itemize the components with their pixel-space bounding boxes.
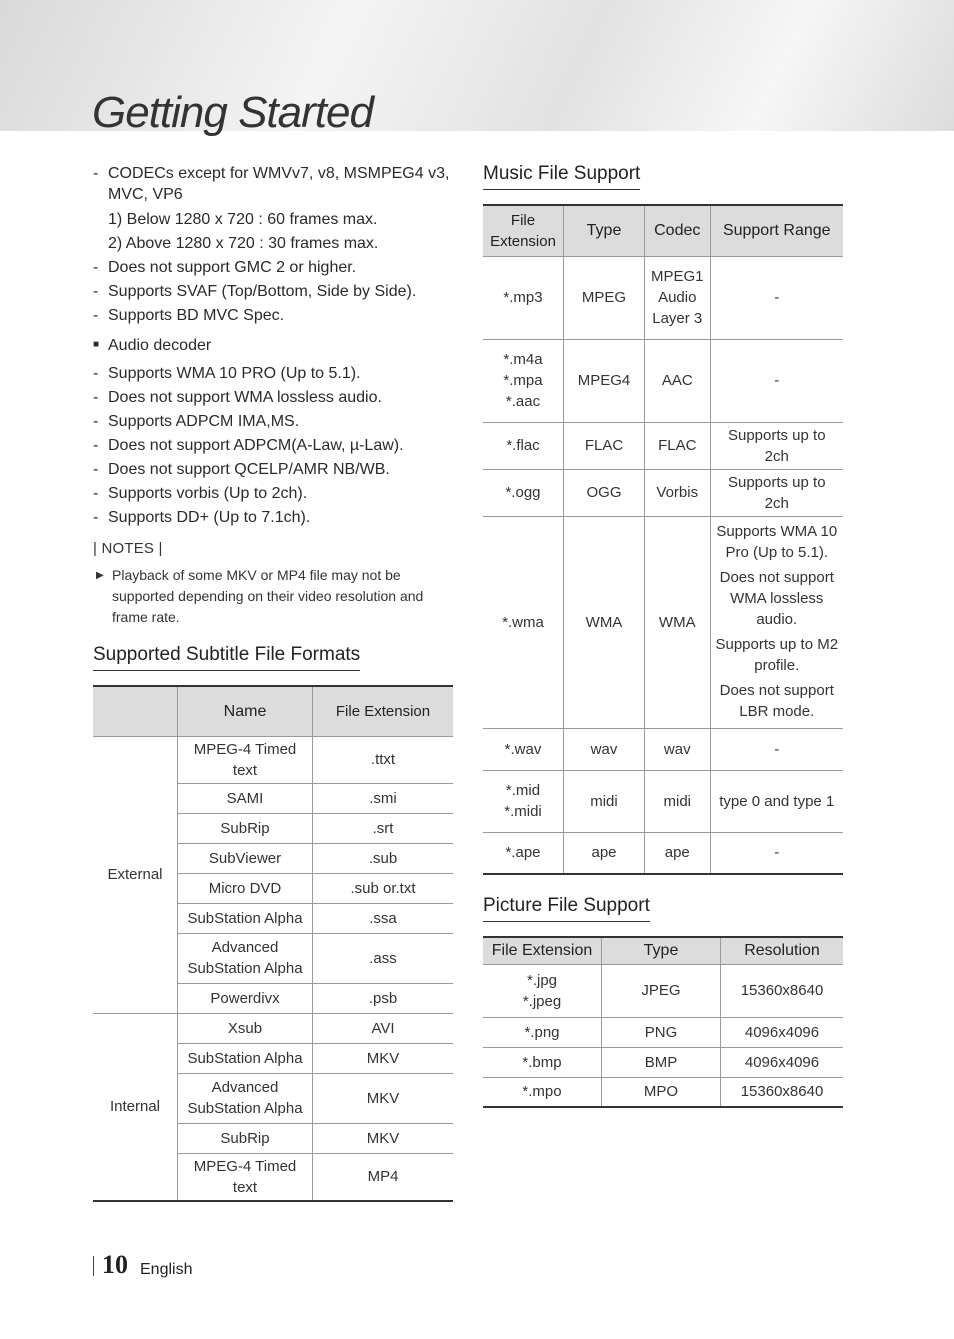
video-spec-list [93, 163, 453, 328]
cell-support-range [710, 728, 843, 770]
cell-extension [483, 964, 602, 1017]
table-row [483, 256, 843, 339]
section-title-music: Music File Support [483, 163, 640, 190]
cell-resolution: 15360x8640 [721, 1077, 844, 1107]
cell-extension: .smi [313, 783, 454, 813]
cell-line: *.jpeg [522, 992, 562, 1010]
table-header: File Extension [483, 205, 564, 256]
cell-type: MPEG [564, 256, 645, 339]
cell-line: *.m4a [503, 351, 543, 368]
cell-line: - [774, 289, 780, 306]
list-item: - Supports ADPCM IMA,MS. [93, 413, 300, 430]
cell-type: OGG [564, 469, 645, 516]
list-item: - Supports BD MVC Spec. [93, 307, 285, 324]
cell-line: *.wma [502, 613, 544, 631]
cell-line: *.bmp [522, 1053, 562, 1071]
cell-extension [483, 1017, 602, 1047]
cell-type: MPO [602, 1077, 721, 1107]
table-row [483, 1077, 843, 1107]
cell-support-range [710, 770, 843, 832]
table-row [483, 832, 843, 874]
cell-line: *.mid [505, 782, 541, 799]
cell-type: midi [564, 770, 645, 832]
cell-line: Supports up to 2ch [727, 426, 826, 465]
cell-line: *.jpg [526, 971, 558, 989]
list-item: 1) Below 1280 x 720 : 60 frames max. [108, 211, 378, 228]
table-row [483, 964, 843, 1017]
cell-codec: ape [645, 832, 711, 874]
cell-resolution: 4096x4096 [721, 1017, 844, 1047]
page-title: Getting Started [92, 88, 373, 137]
cell-line: *.aac [505, 393, 541, 410]
cell-name: Powerdivx [178, 983, 313, 1013]
list-item: - Does not support QCELP/AMR NB/WB. [93, 461, 390, 478]
cell-name: SAMI [178, 783, 313, 813]
list-item: - CODECs except for WMVv7, v8, MSMPEG4 v3, MVC, VP6 [93, 165, 450, 203]
table-header: File Extension [313, 686, 454, 736]
triangle-bullet-icon: ▶ [96, 570, 104, 581]
table-header [93, 686, 178, 736]
cell-extension [483, 832, 564, 874]
cell-extension: .psb [313, 983, 454, 1013]
cell-extension: .ttxt [313, 736, 454, 783]
audio-decoder-heading: ■ Audio decoder [93, 334, 453, 358]
cell-codec: wav [645, 728, 711, 770]
page-number-divider [93, 1256, 94, 1276]
cell-line: *.flac [506, 437, 540, 454]
cell-type: BMP [602, 1047, 721, 1077]
table-header: Support Range [710, 205, 843, 256]
cell-type: FLAC [564, 422, 645, 469]
list-item: - Does not support GMC 2 or higher. [93, 259, 357, 276]
cell-name: SubStation Alpha [178, 1043, 313, 1073]
table-header: File Extension [483, 937, 602, 964]
list-item: 2) Above 1280 x 720 : 30 frames max. [108, 235, 379, 252]
cell-name: MPEG-4 Timed text [178, 1153, 313, 1201]
cell-codec: midi [645, 770, 711, 832]
cell-line: *.midi [504, 803, 542, 820]
cell-extension: MKV [313, 1043, 454, 1073]
cell-name: Micro DVD [178, 873, 313, 903]
cell-line: Does not support WMA lossless audio. [719, 568, 834, 628]
cell-extension [483, 422, 564, 469]
subtitle-section [93, 644, 453, 1202]
cell-name: SubViewer [178, 843, 313, 873]
table-row [483, 1017, 843, 1047]
cell-line: Supports up to 2ch [727, 473, 826, 512]
cell-name: Xsub [178, 1013, 313, 1043]
cell-resolution: 15360x8640 [721, 964, 844, 1017]
picture-table [483, 936, 843, 1108]
cell-extension: .ass [313, 933, 454, 983]
cell-support-range [710, 832, 843, 874]
list-item: - Does not support ADPCM(A-Law, µ-Law). [93, 437, 404, 454]
cell-support-range [710, 256, 843, 339]
cell-type: ape [564, 832, 645, 874]
cell-extension: .ssa [313, 903, 454, 933]
cell-extension: .srt [313, 813, 454, 843]
cell-line: - [774, 372, 780, 389]
cell-extension [483, 256, 564, 339]
cell-extension: MP4 [313, 1153, 454, 1201]
table-row [483, 516, 843, 728]
cell-line: type 0 and type 1 [719, 792, 835, 810]
cell-name: SubRip [178, 813, 313, 843]
cell-extension: MKV [313, 1123, 454, 1153]
cell-resolution: 4096x4096 [721, 1047, 844, 1077]
cell-type: MPEG4 [564, 339, 645, 422]
table-row [483, 339, 843, 422]
picture-section [483, 895, 843, 1108]
cell-line: *.ogg [505, 484, 541, 501]
cell-line: *.mpo [522, 1083, 562, 1101]
cell-extension: MKV [313, 1073, 454, 1123]
list-item: - Does not support WMA lossless audio. [93, 389, 382, 406]
cell-support-range [710, 422, 843, 469]
cell-extension [483, 1077, 602, 1107]
cell-extension [483, 469, 564, 516]
list-item: - Supports SVAF (Top/Bottom, Side by Side). [93, 283, 417, 300]
audio-decoder-list [93, 362, 453, 530]
table-row [483, 728, 843, 770]
table-header: Resolution [721, 937, 844, 964]
cell-name: MPEG-4 Timed text [178, 736, 313, 783]
cell-name: Advanced SubStation Alpha [178, 933, 313, 983]
table-row [483, 422, 843, 469]
right-column [483, 163, 843, 1108]
cell-extension: AVI [313, 1013, 454, 1043]
notes-label: | NOTES | [93, 540, 163, 557]
table-row [483, 1047, 843, 1077]
left-column [93, 163, 453, 1202]
list-item: - Supports DD+ (Up to 7.1ch). [93, 509, 311, 526]
cell-name: SubRip [178, 1123, 313, 1153]
section-title-subtitle: Supported Subtitle File Formats [93, 644, 360, 671]
cell-extension [483, 339, 564, 422]
cell-codec: FLAC [645, 422, 711, 469]
cell-name: SubStation Alpha [178, 903, 313, 933]
cell-extension [483, 770, 564, 832]
table-row [483, 469, 843, 516]
cell-codec: MPEG1 Audio Layer 3 [645, 256, 711, 339]
list-item: - Supports vorbis (Up to 2ch). [93, 485, 308, 502]
cell-extension [483, 1047, 602, 1077]
note-item: ▶ Playback of some MKV or MP4 file may not be supported depending on their video resolution and frame rate. [96, 567, 424, 625]
cell-line: Supports up to M2 profile. [715, 635, 839, 674]
cell-extension [483, 516, 564, 728]
cell-extension: .sub or.txt [313, 873, 454, 903]
table-row [93, 1013, 453, 1043]
cell-support-range [710, 469, 843, 516]
cell-line: Does not support LBR mode. [719, 681, 834, 720]
table-row [483, 770, 843, 832]
cell-type: JPEG [602, 964, 721, 1017]
list-item: - Supports WMA 10 PRO (Up to 5.1). [93, 365, 361, 382]
table-header: Name [178, 686, 313, 736]
table-row [93, 736, 453, 783]
group-label: Internal [93, 1013, 178, 1201]
section-title-picture: Picture File Support [483, 895, 650, 922]
cell-name: Advanced SubStation Alpha [178, 1073, 313, 1123]
music-table [483, 204, 843, 875]
page-language: English [140, 1261, 193, 1278]
cell-line: *.png [524, 1023, 560, 1041]
cell-line: - [774, 844, 780, 862]
cell-codec: WMA [645, 516, 711, 728]
cell-codec: AAC [645, 339, 711, 422]
group-label: External [93, 736, 178, 1013]
cell-line: *.wav [504, 740, 542, 758]
cell-line: *.ape [505, 844, 541, 862]
table-header: Type [602, 937, 721, 964]
cell-type: PNG [602, 1017, 721, 1047]
cell-line: *.mpa [503, 372, 543, 389]
cell-line: *.mp3 [503, 289, 543, 306]
page-number: 10 [102, 1250, 128, 1279]
cell-extension: .sub [313, 843, 454, 873]
table-header: Type [564, 205, 645, 256]
cell-support-range [710, 339, 843, 422]
cell-type: WMA [564, 516, 645, 728]
cell-codec: Vorbis [645, 469, 711, 516]
table-header: Codec [645, 205, 711, 256]
cell-line: - [774, 740, 780, 758]
square-bullet-icon: ■ [93, 339, 100, 350]
subtitle-table [93, 685, 453, 1202]
cell-extension [483, 728, 564, 770]
cell-support-range [710, 516, 843, 728]
cell-type: wav [564, 728, 645, 770]
cell-line: Supports WMA 10 Pro (Up to 5.1). [716, 522, 838, 561]
